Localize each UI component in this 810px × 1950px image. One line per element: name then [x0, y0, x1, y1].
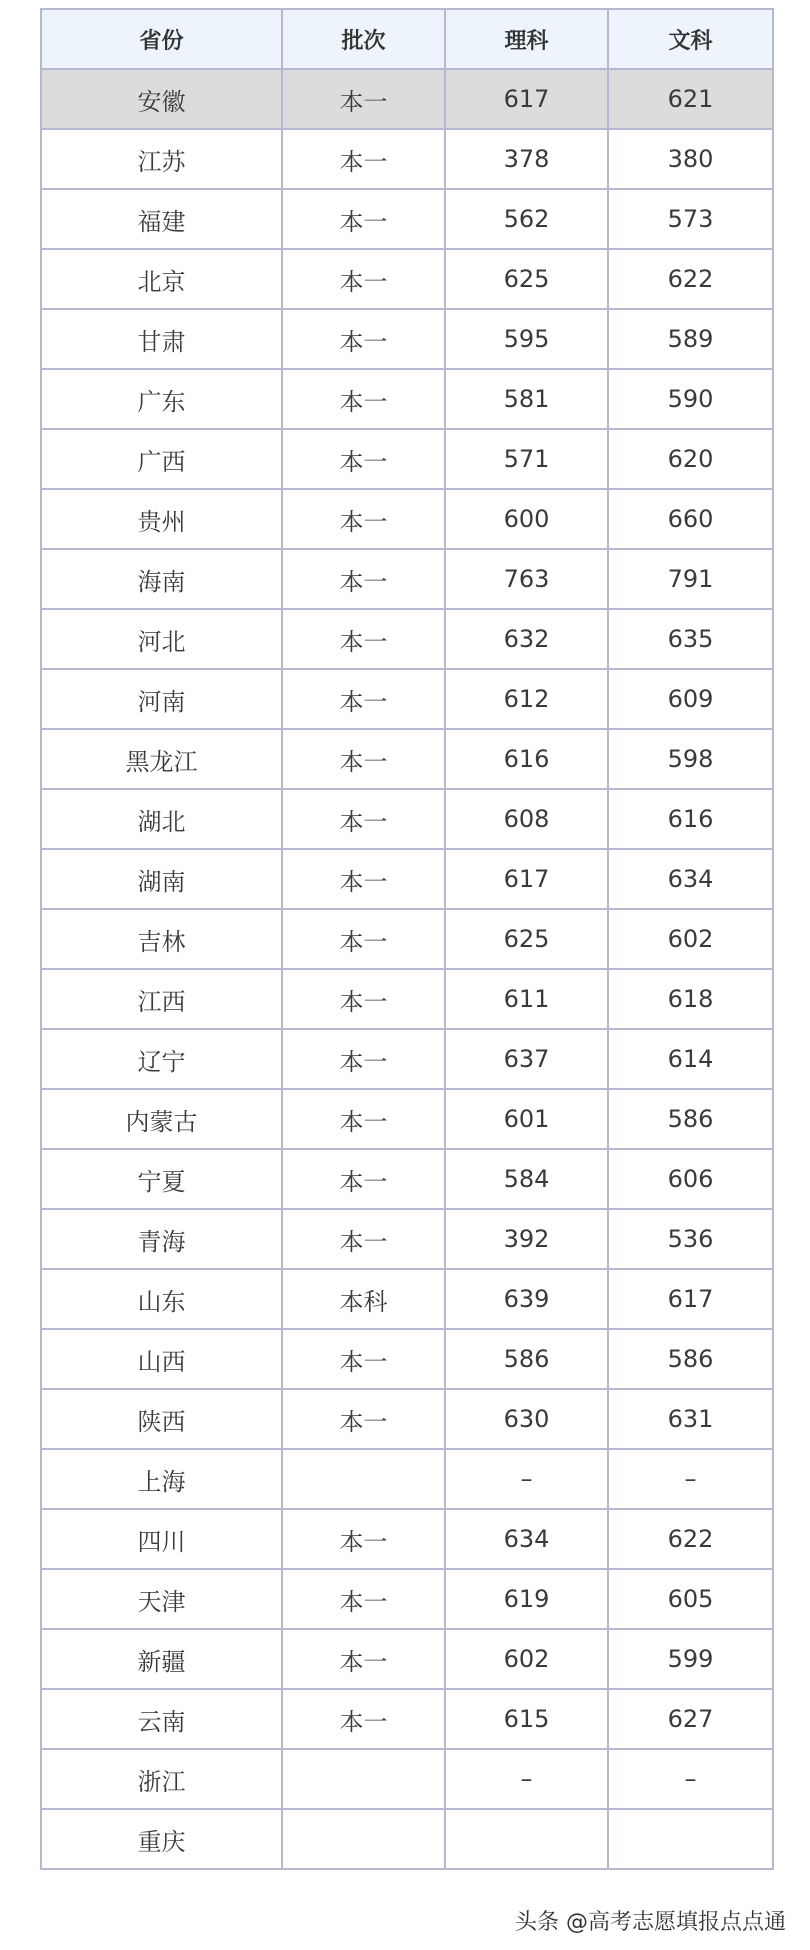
cell-arts: 616 — [608, 789, 773, 849]
header-batch: 批次 — [282, 9, 445, 69]
cell-science: 608 — [445, 789, 608, 849]
cell-arts — [608, 1809, 773, 1869]
table-row — [41, 549, 773, 609]
cell-batch — [282, 1449, 445, 1509]
cell-arts: 586 — [608, 1089, 773, 1149]
table-row — [41, 969, 773, 1029]
table-row — [41, 1389, 773, 1449]
cell-science: 630 — [445, 1389, 608, 1449]
cell-science: 625 — [445, 909, 608, 969]
cell-arts: 635 — [608, 609, 773, 669]
cell-province: 陕西 — [41, 1389, 282, 1449]
cell-science: 601 — [445, 1089, 608, 1149]
cell-science: 639 — [445, 1269, 608, 1329]
cell-batch: 本一 — [282, 729, 445, 789]
cell-province: 上海 — [41, 1449, 282, 1509]
cell-province: 吉林 — [41, 909, 282, 969]
cell-science — [445, 1809, 608, 1869]
cell-science: 617 — [445, 69, 608, 129]
cell-arts: 617 — [608, 1269, 773, 1329]
cell-science: 619 — [445, 1569, 608, 1629]
cell-arts: 536 — [608, 1209, 773, 1269]
table-row — [41, 1689, 773, 1749]
cell-batch: 本一 — [282, 429, 445, 489]
cell-province: 广东 — [41, 369, 282, 429]
cell-province: 宁夏 — [41, 1149, 282, 1209]
watermark: 头条 @高考志愿填报点点通 — [511, 1903, 790, 1938]
cell-province: 福建 — [41, 189, 282, 249]
cell-province: 贵州 — [41, 489, 282, 549]
cell-province: 山西 — [41, 1329, 282, 1389]
cell-arts: 614 — [608, 1029, 773, 1089]
cell-batch: 本一 — [282, 309, 445, 369]
table-row — [41, 249, 773, 309]
cell-batch: 本一 — [282, 789, 445, 849]
cell-province: 黑龙江 — [41, 729, 282, 789]
table-row — [41, 1149, 773, 1209]
cell-batch: 本科 — [282, 1269, 445, 1329]
cell-province: 广西 — [41, 429, 282, 489]
cell-batch: 本一 — [282, 189, 445, 249]
table-row — [41, 309, 773, 369]
cell-arts: 791 — [608, 549, 773, 609]
cell-arts: 380 — [608, 129, 773, 189]
cell-province: 新疆 — [41, 1629, 282, 1689]
table-row — [41, 489, 773, 549]
cell-province: 云南 — [41, 1689, 282, 1749]
cell-arts: – — [608, 1749, 773, 1809]
cell-batch: 本一 — [282, 249, 445, 309]
table-header — [41, 9, 773, 69]
cell-science: 617 — [445, 849, 608, 909]
cell-arts: 621 — [608, 69, 773, 129]
cell-province: 海南 — [41, 549, 282, 609]
cell-batch: 本一 — [282, 1689, 445, 1749]
cell-province: 安徽 — [41, 69, 282, 129]
cell-arts: 631 — [608, 1389, 773, 1449]
table-row — [41, 429, 773, 489]
cell-science: 615 — [445, 1689, 608, 1749]
cell-arts: 598 — [608, 729, 773, 789]
table-row — [41, 189, 773, 249]
cell-province: 北京 — [41, 249, 282, 309]
table-row — [41, 1569, 773, 1629]
table-row — [41, 69, 773, 129]
cell-arts: 618 — [608, 969, 773, 1029]
cell-science: 581 — [445, 369, 608, 429]
cell-province: 山东 — [41, 1269, 282, 1329]
cell-batch: 本一 — [282, 1029, 445, 1089]
cell-science: 616 — [445, 729, 608, 789]
cell-batch: 本一 — [282, 369, 445, 429]
table-row — [41, 1509, 773, 1569]
cell-science: 600 — [445, 489, 608, 549]
cell-arts: 573 — [608, 189, 773, 249]
cell-science: 595 — [445, 309, 608, 369]
cell-batch: 本一 — [282, 129, 445, 189]
cell-batch: 本一 — [282, 609, 445, 669]
cell-batch: 本一 — [282, 549, 445, 609]
cell-science: 612 — [445, 669, 608, 729]
cell-batch: 本一 — [282, 1329, 445, 1389]
table-row — [41, 1629, 773, 1689]
header-province: 省份 — [41, 9, 282, 69]
table-body — [41, 69, 773, 1869]
table-row — [41, 1809, 773, 1869]
cell-arts: 589 — [608, 309, 773, 369]
cell-arts: 606 — [608, 1149, 773, 1209]
cell-arts: 620 — [608, 429, 773, 489]
cell-province: 河北 — [41, 609, 282, 669]
cell-province: 天津 — [41, 1569, 282, 1629]
cell-batch: 本一 — [282, 1209, 445, 1269]
cell-batch: 本一 — [282, 849, 445, 909]
cell-arts: 660 — [608, 489, 773, 549]
cell-arts: 609 — [608, 669, 773, 729]
score-table — [40, 8, 774, 1870]
cell-province: 河南 — [41, 669, 282, 729]
header-arts: 文科 — [608, 9, 773, 69]
table-row — [41, 609, 773, 669]
table-row — [41, 849, 773, 909]
table-row — [41, 129, 773, 189]
cell-batch: 本一 — [282, 1389, 445, 1449]
cell-batch: 本一 — [282, 69, 445, 129]
cell-province: 湖南 — [41, 849, 282, 909]
cell-batch: 本一 — [282, 1149, 445, 1209]
cell-science: 378 — [445, 129, 608, 189]
cell-batch: 本一 — [282, 1629, 445, 1689]
cell-batch — [282, 1809, 445, 1869]
cell-arts: 622 — [608, 1509, 773, 1569]
cell-province: 江苏 — [41, 129, 282, 189]
cell-batch: 本一 — [282, 1509, 445, 1569]
cell-province: 甘肃 — [41, 309, 282, 369]
header-row — [41, 9, 773, 69]
cell-province: 青海 — [41, 1209, 282, 1269]
table-row — [41, 1269, 773, 1329]
cell-arts: – — [608, 1449, 773, 1509]
cell-science: 637 — [445, 1029, 608, 1089]
cell-science: 602 — [445, 1629, 608, 1689]
table-row — [41, 909, 773, 969]
cell-province: 辽宁 — [41, 1029, 282, 1089]
cell-arts: 602 — [608, 909, 773, 969]
cell-science: 392 — [445, 1209, 608, 1269]
cell-batch: 本一 — [282, 669, 445, 729]
cell-science: 584 — [445, 1149, 608, 1209]
table-row — [41, 369, 773, 429]
table-row — [41, 1329, 773, 1389]
cell-arts: 627 — [608, 1689, 773, 1749]
cell-arts: 634 — [608, 849, 773, 909]
table-row — [41, 1209, 773, 1269]
table-row — [41, 669, 773, 729]
cell-arts: 590 — [608, 369, 773, 429]
table-row — [41, 1749, 773, 1809]
cell-province: 重庆 — [41, 1809, 282, 1869]
cell-science: 571 — [445, 429, 608, 489]
cell-batch: 本一 — [282, 909, 445, 969]
cell-arts: 586 — [608, 1329, 773, 1389]
table-row — [41, 1449, 773, 1509]
cell-science: 634 — [445, 1509, 608, 1569]
cell-province: 江西 — [41, 969, 282, 1029]
table-row — [41, 789, 773, 849]
cell-batch: 本一 — [282, 489, 445, 549]
cell-arts: 622 — [608, 249, 773, 309]
cell-arts: 605 — [608, 1569, 773, 1629]
table-row — [41, 1029, 773, 1089]
cell-science: 562 — [445, 189, 608, 249]
table-row — [41, 729, 773, 789]
table-row — [41, 1089, 773, 1149]
cell-province: 湖北 — [41, 789, 282, 849]
cell-science: 586 — [445, 1329, 608, 1389]
cell-science: 632 — [445, 609, 608, 669]
score-table-container — [40, 8, 772, 1870]
cell-batch: 本一 — [282, 1089, 445, 1149]
cell-science: – — [445, 1449, 608, 1509]
cell-province: 四川 — [41, 1509, 282, 1569]
cell-batch: 本一 — [282, 1569, 445, 1629]
cell-arts: 599 — [608, 1629, 773, 1689]
cell-science: – — [445, 1749, 608, 1809]
cell-science: 763 — [445, 549, 608, 609]
cell-province: 浙江 — [41, 1749, 282, 1809]
cell-science: 625 — [445, 249, 608, 309]
header-science: 理科 — [445, 9, 608, 69]
cell-batch: 本一 — [282, 969, 445, 1029]
cell-batch — [282, 1749, 445, 1809]
cell-province: 内蒙古 — [41, 1089, 282, 1149]
cell-science: 611 — [445, 969, 608, 1029]
